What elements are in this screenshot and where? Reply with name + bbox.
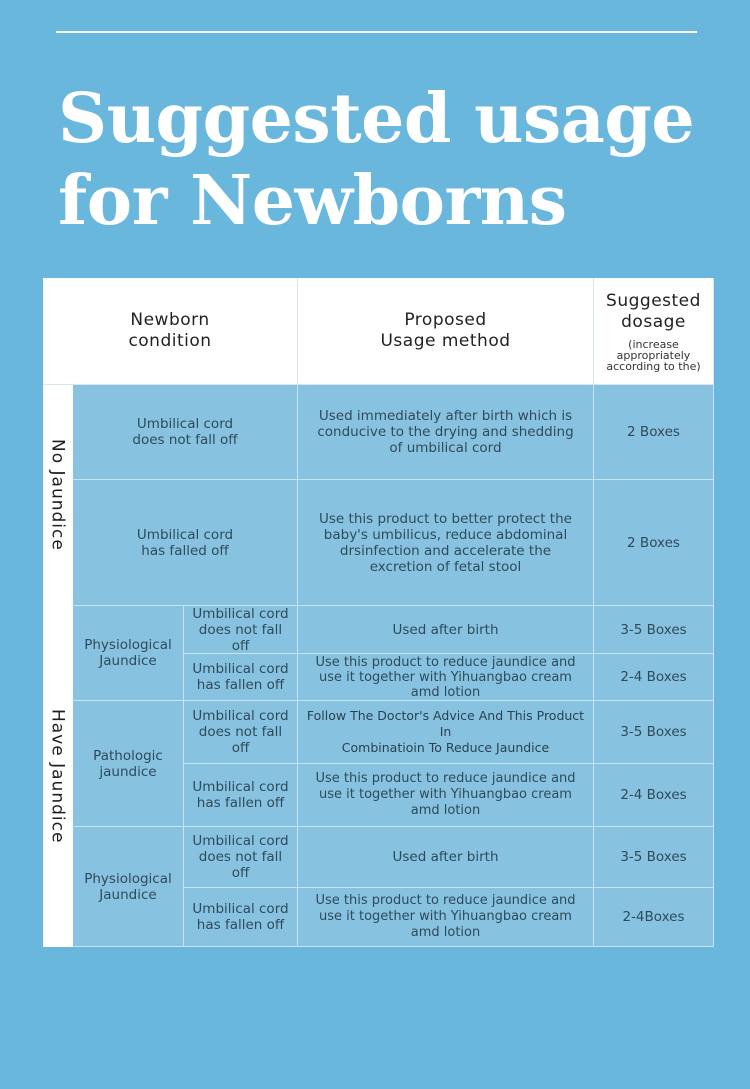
condition-text: has fallen off — [196, 677, 285, 693]
dosage-text: 2-4Boxes — [622, 909, 685, 925]
method-text: Use this product to reduce jaundice and — [315, 893, 576, 908]
condition-text: does not fall off — [198, 849, 283, 881]
method-text: conducive to the drying and shedding — [317, 424, 574, 440]
condition-cell — [184, 606, 298, 654]
method-text: use it together with Yihuangbao cream — [319, 669, 572, 685]
condition-text: Umbilical cord — [136, 416, 234, 432]
condition-cell — [73, 480, 298, 606]
header-method — [298, 278, 594, 385]
dosage-text: 3-5 Boxes — [620, 724, 687, 740]
header-method-line: Proposed — [404, 310, 487, 330]
jaundice-type-cell — [73, 827, 184, 947]
header-dosage — [594, 278, 714, 385]
method-cell — [298, 827, 594, 888]
condition-text: Umbilical cord — [192, 779, 289, 795]
condition-text: has fallen off — [196, 917, 285, 933]
condition-text: Umbilical cord — [192, 661, 289, 677]
method-cell — [298, 654, 594, 701]
header-condition — [43, 278, 298, 385]
method-text: amd lotion — [410, 803, 481, 818]
title-line-2: for Newborns — [58, 161, 567, 241]
method-text: baby's umbilicus, reduce abdominal — [323, 526, 568, 543]
dosage-cell — [594, 654, 714, 701]
dosage-cell — [594, 888, 714, 947]
method-cell — [298, 764, 594, 827]
condition-text: Umbilical cord — [192, 708, 289, 724]
method-cell — [298, 480, 594, 606]
method-cell — [298, 385, 594, 480]
header-dosage-line: dosage — [621, 311, 686, 332]
dosage-cell — [594, 827, 714, 888]
jaundice-type-text: Jaundice — [99, 886, 157, 903]
group-have-jaundice — [43, 606, 73, 947]
top-divider-line — [56, 31, 697, 33]
method-cell — [298, 606, 594, 654]
header-dosage-note: (increase — [628, 337, 679, 351]
method-text: Use this product to reduce jaundice and — [315, 771, 576, 786]
method-text: amd lotion — [410, 684, 481, 700]
jaundice-type-text: Jaundice — [99, 653, 157, 669]
dosage-text: 2-4 Boxes — [620, 787, 687, 803]
dosage-text: 2 Boxes — [627, 424, 680, 440]
condition-cell — [184, 888, 298, 947]
condition-text: does not fall off — [198, 724, 283, 756]
condition-text: Umbilical cord — [136, 526, 234, 543]
method-text: amd lotion — [410, 925, 481, 940]
dosage-cell — [594, 385, 714, 480]
condition-text: has falled off — [141, 542, 229, 559]
jaundice-type-text: jaundice — [99, 763, 157, 780]
header-dosage-line: Suggested — [606, 290, 701, 311]
usage-table — [43, 278, 714, 947]
header-method-line: Usage method — [380, 331, 511, 351]
dosage-cell — [594, 480, 714, 606]
method-text: use it together with Yihuangbao cream — [319, 787, 572, 802]
method-text: Used immediately after birth which is — [318, 408, 573, 424]
condition-cell — [184, 764, 298, 827]
method-text: Combinatioin To Reduce Jaundice — [341, 740, 550, 755]
group-have-jaundice-label: Have Jaundice — [47, 708, 68, 844]
title-line-1: Suggested usage — [58, 79, 695, 159]
dosage-text: 3-5 Boxes — [620, 621, 687, 638]
method-text: drsinfection and accelerate the — [339, 542, 552, 559]
dosage-text: 3-5 Boxes — [620, 849, 687, 865]
method-text: use it together with Yihuangbao cream — [319, 909, 572, 924]
group-no-jaundice — [43, 385, 73, 606]
jaundice-type-text: Physiological — [84, 637, 172, 653]
method-cell — [298, 888, 594, 947]
condition-cell — [184, 827, 298, 888]
condition-cell — [184, 654, 298, 701]
condition-text: Umbilical cord — [192, 833, 289, 849]
condition-cell — [73, 385, 298, 480]
method-cell — [298, 701, 594, 764]
header-condition-line: condition — [128, 331, 212, 351]
dosage-text: 2 Boxes — [627, 534, 680, 551]
condition-text: Umbilical cord — [192, 901, 289, 917]
method-text: Used after birth — [392, 621, 499, 638]
jaundice-type-text: Physiological — [84, 870, 172, 887]
condition-text: has fallen off — [196, 795, 285, 811]
jaundice-type-cell — [73, 606, 184, 701]
condition-text: does not fall off — [198, 621, 283, 654]
dosage-text: 2-4 Boxes — [620, 669, 687, 685]
method-text: Follow The Doctor's Advice And This Product In — [306, 708, 585, 739]
dosage-cell — [594, 764, 714, 827]
method-text: Used after birth — [392, 849, 499, 865]
header-dosage-note: appropriately — [616, 348, 691, 362]
jaundice-type-text: Pathologic — [93, 747, 163, 764]
condition-text: Umbilical cord — [192, 605, 289, 622]
method-text: of umbilical cord — [389, 440, 502, 456]
condition-cell — [184, 701, 298, 764]
method-text: excretion of fetal stool — [369, 558, 522, 575]
group-no-jaundice-label: No Jaundice — [47, 439, 68, 551]
dosage-cell — [594, 606, 714, 654]
method-text: Use this product to reduce jaundice and — [315, 654, 576, 670]
jaundice-type-cell — [73, 701, 184, 827]
header-condition-line: Newborn — [130, 310, 210, 330]
method-text: Use this product to better protect the — [319, 510, 572, 527]
page-title — [58, 78, 718, 242]
dosage-cell — [594, 701, 714, 764]
condition-text: does not fall off — [132, 432, 238, 448]
header-dosage-note: according to the) — [606, 359, 701, 373]
